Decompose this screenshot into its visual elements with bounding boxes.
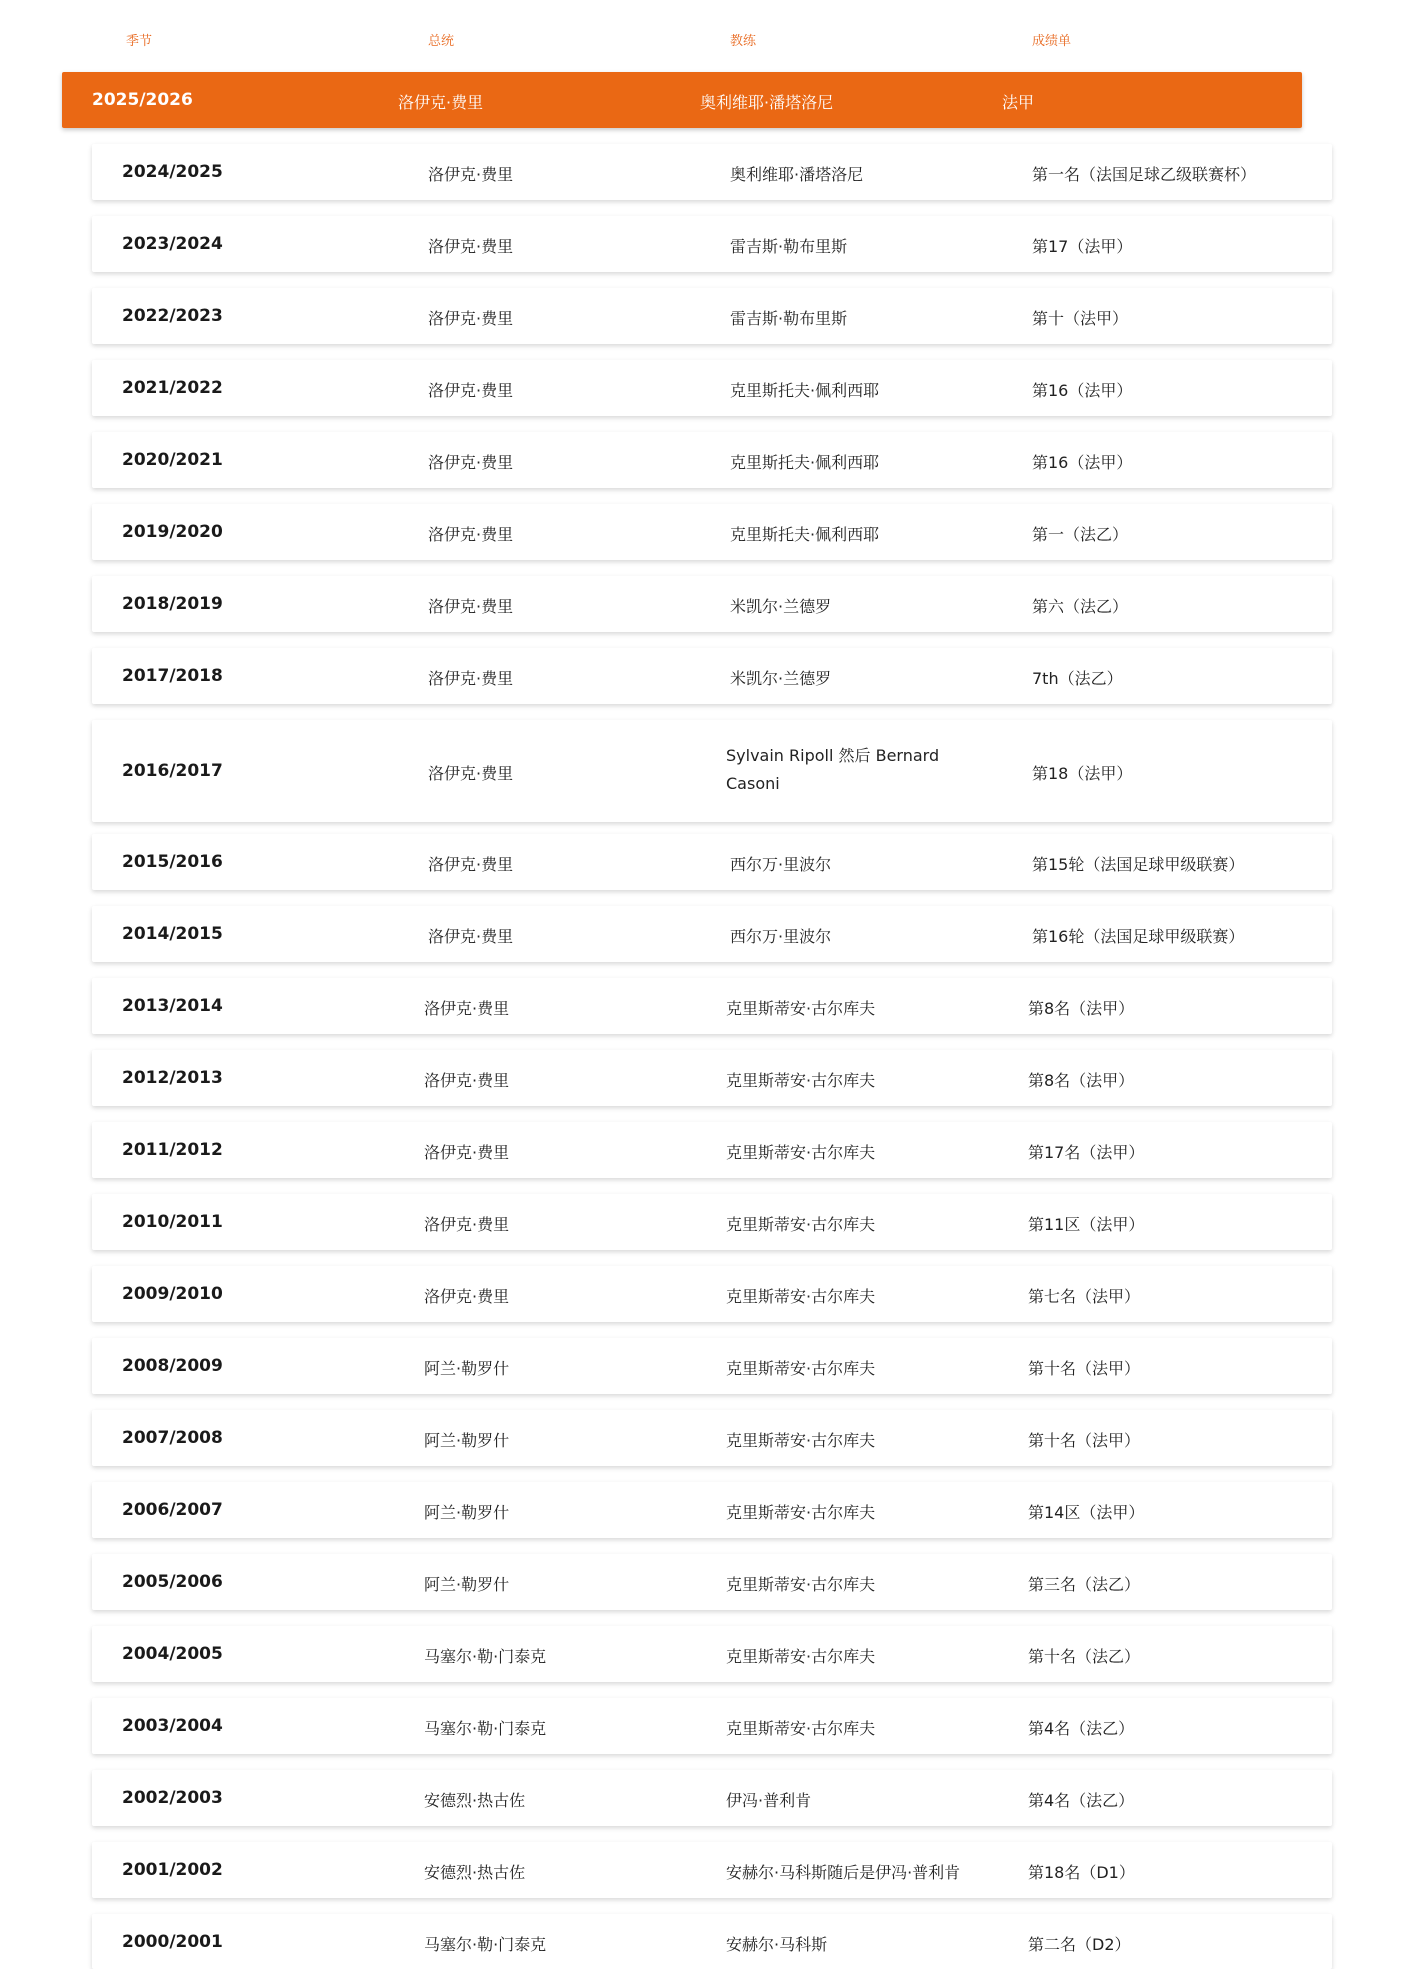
table-row [92,1914,1332,1969]
table-row [92,1194,1332,1250]
record-cell: 第16（法甲） [1032,381,1133,400]
coach-cell: 伊冯·普利肯 [726,1791,812,1810]
season-cell: 2003/2004 [122,1716,223,1736]
coach-cell: 克里斯蒂安·古尔库夫 [726,1215,876,1234]
record-cell: 第16（法甲） [1032,453,1133,472]
season-cell: 2002/2003 [122,1788,223,1808]
season-cell: 2006/2007 [122,1500,223,1520]
record-cell: 7th（法乙） [1032,669,1123,688]
record-cell: 第十（法甲） [1032,309,1129,328]
coach-cell: 克里斯蒂安·古尔库夫 [726,1143,876,1162]
president-cell: 洛伊克·费里 [428,165,514,184]
coach-cell: 克里斯蒂安·古尔库夫 [726,1287,876,1306]
season-cell: 2022/2023 [122,306,223,326]
president-cell: 阿兰·勒罗什 [424,1359,510,1378]
season-cell: 2018/2019 [122,594,223,614]
president-cell: 安德烈·热古佐 [424,1863,526,1882]
season-cell: 2017/2018 [122,666,223,686]
coach-cell: 米凯尔·兰德罗 [730,669,832,688]
table-row [92,978,1332,1034]
table-row [92,1842,1332,1898]
record-cell: 第14区（法甲） [1028,1503,1145,1522]
season-cell: 2021/2022 [122,378,223,398]
current-season-row [62,72,1302,128]
president-cell: 马塞尔·勒·门泰克 [424,1935,547,1954]
table-row [92,906,1332,962]
president-cell: 洛伊克·费里 [428,764,514,783]
president-cell: 马塞尔·勒·门泰克 [424,1647,547,1666]
table-row [92,1410,1332,1466]
coach-cell: 西尔万·里波尔 [730,927,832,946]
table-row [92,1770,1332,1826]
column-header-record: 成绩单 [1032,34,1072,49]
coach-cell: 雷吉斯·勒布里斯 [730,237,848,256]
season-cell: 2019/2020 [122,522,223,542]
table-row [92,1698,1332,1754]
season-cell: 2004/2005 [122,1644,223,1664]
record-cell: 第8名（法甲） [1028,1071,1135,1090]
president-cell: 洛伊克·费里 [424,1287,510,1306]
season-cell: 2012/2013 [122,1068,223,1088]
president-cell: 马塞尔·勒·门泰克 [424,1719,547,1738]
season-cell: 2025/2026 [92,90,193,110]
president-cell: 洛伊克·费里 [428,855,514,874]
record-cell: 第17名（法甲） [1028,1143,1145,1162]
season-cell: 2000/2001 [122,1932,223,1952]
season-cell: 2014/2015 [122,924,223,944]
table-row [92,1626,1332,1682]
record-cell: 第七名（法甲） [1028,1287,1141,1306]
coach-cell: 奥利维耶·潘塔洛尼 [730,165,864,184]
coach-cell: Sylvain Ripoll 然后 Bernard Casoni [726,746,940,793]
table-row [92,834,1332,890]
record-cell: 第二名（D2） [1028,1935,1131,1954]
season-cell: 2020/2021 [122,450,223,470]
record-cell: 第十名（法甲） [1028,1431,1141,1450]
coach-cell: 米凯尔·兰德罗 [730,597,832,616]
record-cell: 第十名（法乙） [1028,1647,1141,1666]
table-row [92,432,1332,488]
column-header-season: 季节 [126,34,153,49]
season-cell: 2008/2009 [122,1356,223,1376]
president-cell: 洛伊克·费里 [428,453,514,472]
record-cell: 第16轮（法国足球甲级联赛） [1032,927,1245,946]
season-cell: 2007/2008 [122,1428,223,1448]
president-cell: 洛伊克·费里 [428,927,514,946]
president-cell: 洛伊克·费里 [428,525,514,544]
coach-cell: 西尔万·里波尔 [730,855,832,874]
season-cell: 2016/2017 [122,761,223,781]
coach-cell: 克里斯蒂安·古尔库夫 [726,1575,876,1594]
table-header [0,30,1414,54]
table-row [92,1266,1332,1322]
coach-cell: 安赫尔·马科斯随后是伊冯·普利肯 [726,1863,961,1882]
coach-cell: 雷吉斯·勒布里斯 [730,309,848,328]
record-cell: 第一（法乙） [1032,525,1129,544]
president-cell: 洛伊克·费里 [424,999,510,1018]
coach-cell: 奥利维耶·潘塔洛尼 [700,93,834,112]
table-row [92,1050,1332,1106]
president-cell: 洛伊克·费里 [424,1143,510,1162]
record-cell: 第17（法甲） [1032,237,1133,256]
season-cell: 2013/2014 [122,996,223,1016]
table-row [92,720,1332,822]
table-row [92,1122,1332,1178]
coach-cell: 克里斯蒂安·古尔库夫 [726,1359,876,1378]
table-row [92,504,1332,560]
season-cell: 2005/2006 [122,1572,223,1592]
coach-cell: 克里斯托夫·佩利西耶 [730,381,880,400]
president-cell: 洛伊克·费里 [428,237,514,256]
record-cell: 第4名（法乙） [1028,1791,1135,1810]
record-cell: 第十名（法甲） [1028,1359,1141,1378]
season-cell: 2015/2016 [122,852,223,872]
table-row [92,648,1332,704]
season-cell: 2023/2024 [122,234,223,254]
coach-cell: 克里斯蒂安·古尔库夫 [726,1503,876,1522]
coach-cell: 克里斯蒂安·古尔库夫 [726,1071,876,1090]
column-header-coach: 教练 [730,34,757,49]
column-header-president: 总统 [428,34,455,49]
president-cell: 洛伊克·费里 [398,93,484,112]
coach-cell: 安赫尔·马科斯 [726,1935,828,1954]
season-cell: 2024/2025 [122,162,223,182]
table-row [92,1554,1332,1610]
record-cell: 法甲 [1002,93,1035,112]
table-row [92,288,1332,344]
president-cell: 洛伊克·费里 [424,1071,510,1090]
president-cell: 洛伊克·费里 [428,669,514,688]
president-cell: 安德烈·热古佐 [424,1791,526,1810]
record-cell: 第18名（D1） [1028,1863,1135,1882]
record-cell: 第三名（法乙） [1028,1575,1141,1594]
season-cell: 2011/2012 [122,1140,223,1160]
president-cell: 洛伊克·费里 [428,309,514,328]
season-cell: 2001/2002 [122,1860,223,1880]
coach-cell: 克里斯蒂安·古尔库夫 [726,999,876,1018]
president-cell: 洛伊克·费里 [428,597,514,616]
president-cell: 阿兰·勒罗什 [424,1431,510,1450]
season-cell: 2009/2010 [122,1284,223,1304]
table-row [92,576,1332,632]
coach-cell: 克里斯托夫·佩利西耶 [730,525,880,544]
coach-cell: 克里斯托夫·佩利西耶 [730,453,880,472]
president-cell: 洛伊克·费里 [424,1215,510,1234]
table-row [92,216,1332,272]
record-cell: 第18（法甲） [1032,764,1133,783]
table-row [92,1482,1332,1538]
record-cell: 第11区（法甲） [1028,1215,1145,1234]
record-cell: 第15轮（法国足球甲级联赛） [1032,855,1245,874]
president-cell: 洛伊克·费里 [428,381,514,400]
record-cell: 第一名（法国足球乙级联赛杯） [1032,165,1257,184]
table-row [92,1338,1332,1394]
coach-cell: 克里斯蒂安·古尔库夫 [726,1431,876,1450]
record-cell: 第六（法乙） [1032,597,1129,616]
president-cell: 阿兰·勒罗什 [424,1575,510,1594]
table-row [92,144,1332,200]
president-cell: 阿兰·勒罗什 [424,1503,510,1522]
coach-cell: 克里斯蒂安·古尔库夫 [726,1719,876,1738]
record-cell: 第8名（法甲） [1028,999,1135,1018]
table-row [92,360,1332,416]
season-cell: 2010/2011 [122,1212,223,1232]
record-cell: 第4名（法乙） [1028,1719,1135,1738]
coach-cell: 克里斯蒂安·古尔库夫 [726,1647,876,1666]
